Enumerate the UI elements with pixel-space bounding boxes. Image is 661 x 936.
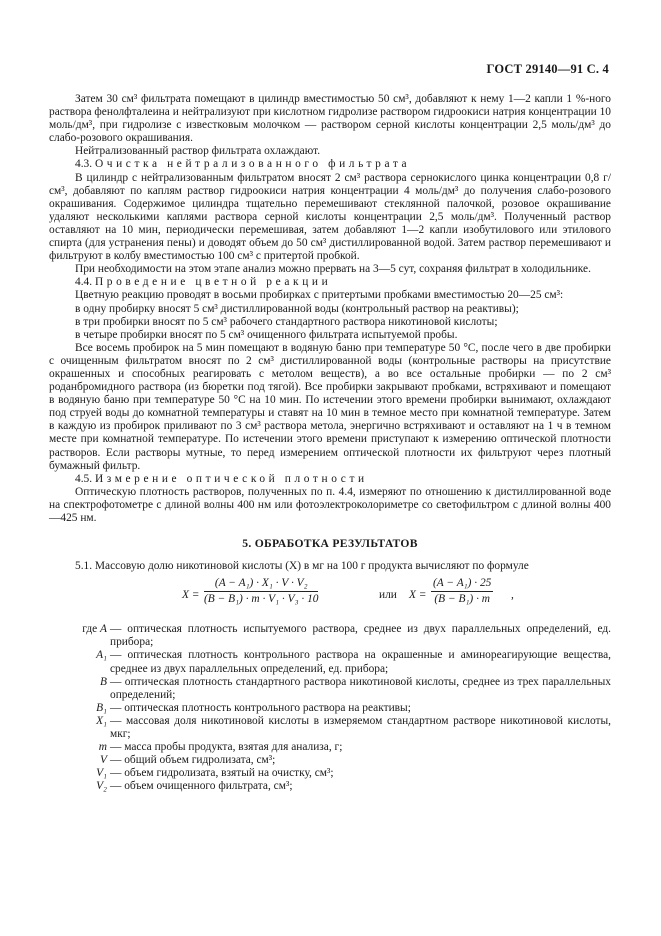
paragraph: Оптическую плотность растворов, полученных по п. 4.4, измеряют по отношению к дистиллированной воде на спектрофотометре с длиной волны 400 нм или фотоэлектроколориметре со светофильтром с длиной волны 400—425 нм.	[49, 485, 611, 524]
list-item: в одну пробирку вносят 5 см³ дистиллированной воды (контрольный раствор на реактивы);	[75, 302, 519, 315]
formula-or: или	[379, 589, 397, 602]
fraction-denominator: (B − B₁) · m	[434, 593, 490, 606]
formula-comma: ,	[511, 589, 514, 602]
formula	[49, 577, 611, 615]
fraction-numerator: (A − A₁) · 25	[431, 577, 493, 592]
subsection-title: Измерение оптической плотности	[94, 472, 368, 485]
definition-symbol: V	[100, 754, 107, 767]
definition-symbol: m	[98, 741, 107, 754]
subsection-title: Проведение цветной реакции	[94, 276, 332, 289]
document-body	[49, 93, 611, 794]
section-heading: 5. ОБРАБОТКА РЕЗУЛЬТАТОВ	[242, 537, 418, 551]
fraction-numerator: (A − A₁) · X₁ · V · V₂	[204, 577, 318, 592]
definition-prefix: где	[82, 623, 101, 636]
definition-item	[49, 780, 611, 793]
list-item: в четыре пробирки вносят по 5 см³ очищенного фильтрата испытуемой пробы.	[75, 328, 458, 341]
fraction	[431, 577, 493, 606]
definition-text: — объем очищенного фильтрата, см³;	[110, 780, 293, 793]
subsection-number: 4.3.	[75, 158, 93, 171]
definition-text: — общий объем гидролизата, см³;	[110, 754, 276, 767]
formula-lhs: X =	[182, 589, 200, 602]
definition-item	[49, 715, 611, 741]
paragraph: При необходимости на этом этапе анализ можно прервать на 3—5 сут, сохраняя фильтрат в холодильнике.	[75, 263, 591, 276]
subsection-number: 4.4.	[75, 276, 93, 289]
paragraph: Нейтрализованный раствор фильтрата охлаждают.	[75, 145, 321, 158]
definition-item	[49, 649, 611, 675]
definition-item	[49, 702, 611, 715]
definition-symbol: X₁	[96, 714, 107, 727]
subsection-heading-4-3	[49, 158, 611, 171]
subsection-title: Очистка нейтрализованного фильтрата	[94, 158, 411, 171]
definition-symbol: A	[100, 623, 107, 636]
subsection-number: 4.5.	[75, 472, 93, 485]
definition-text: — объем гидролизата, взятый на очистку, см³;	[110, 767, 334, 780]
definition-text: — оптическая плотность контрольного раствора на реактивы;	[110, 701, 411, 714]
definition-symbol: B₁	[96, 701, 107, 714]
list-item: в три пробирки вносят по 5 см³ рабочего стандартного раствора никотиновой кислоты;	[75, 315, 498, 328]
definition-item	[49, 741, 611, 754]
paragraph: 5.1. Массовую долю никотиновой кислоты (X) в мг на 100 г продукта вычисляют по формуле	[75, 560, 529, 573]
page-header: ГОСТ 29140—91 С. 4	[486, 62, 609, 76]
definition-symbol: V₁	[96, 767, 107, 780]
subsection-heading-4-4	[49, 276, 611, 289]
definition-item	[49, 767, 611, 780]
definition-item	[49, 754, 611, 767]
paragraph: В цилиндр с нейтрализованным фильтратом вносят 2 см³ раствора сернокислого цинка концентрации 0,8 г/см³, добавляют по каплям раствор гидроокиси натрия концентрации 4 моль/дм³ до получения слабо-розового окрашивания. Содержимое цилиндра тщательно перемешивают стеклянной палочкой, розовое окрашивание удаляют несколькими каплями раствора серной кислоты концентрации 2,5 моль/дм³. Полученный раствор оставляют на 10 мин, периодически перемешивая, затем добавляют 1—2 капли изобутилового или этилового спирта (для устранения пены) и доводят объем до 50 см³ дистиллированной водой. Затем раствор перемешивают и фильтруют в колбу вместимостью 100 см³ с притертой пробкой.	[49, 171, 611, 263]
definition-text: — оптическая плотность контрольного раствора на окрашенные и аминореагирующие вещества, среднее из двух параллельных определений, ед. прибора;	[110, 649, 611, 675]
definitions-list	[49, 623, 611, 793]
formula-lhs: X =	[409, 589, 427, 602]
definition-item	[49, 623, 611, 649]
definition-text: — оптическая плотность испытуемого раствора, среднее из двух параллельных определений, ед. прибора;	[110, 623, 611, 649]
paragraph: Затем 30 см³ фильтрата помещают в цилиндр вместимостью 50 см³, добавляют к нему 1—2 капли 1 %-ного раствора фенолфталеина и нейтрализуют при кислотном гидролизе раствором гидроокиси натрия концентрации 10 моль/дм³, при гидролизе с известковым молочком — раствором серной кислоты концентрации 2,5 моль/дм³ до слабо-розового окрашивания.	[49, 93, 611, 145]
fraction-denominator: (B − B₁) · m · V₁ · V₃ · 10	[204, 593, 319, 606]
paragraph: Все восемь пробирок на 5 мин помещают в водяную баню при температуре 50 °С, после чего в две пробирки с очищенным фильтратом вносят по 2 см³ дистиллированной воды (контрольные растворы на присутствие окрашенных и способных реагировать с метолом веществ), а во все остальные пробирки — по 2 см³ роданбромидного раствора (из бюретки под тягой). Все пробирки закрывают пробками, встряхивают и помещают в водяную баню при температуре 50 °С на 10 мин. По истечении этого времени пробирки вынимают, охлаждают под струей воды до комнатной температуры и ставят на 10 мин в темное место при комнатной температуре. Затем в каждую из пробирок приливают по 3 см³ раствора метола, энергично встряхивают и оставляют на 1 ч в темном месте при комнатной температуре. По истечении этого времени приступают к измерению оптической плотности растворов. Если растворы мутные, то перед измерением оптической плотности их фильтруют через плотный бумажный фильтр.	[49, 341, 611, 472]
definition-item	[49, 676, 611, 702]
definition-symbol: B	[100, 675, 107, 688]
definition-text: — оптическая плотность стандартного раствора никотиновой кислоты, среднее из трех параллельных определений;	[110, 675, 611, 701]
definition-text: — масса пробы продукта, взятая для анализа, г;	[110, 741, 343, 754]
definition-symbol: A₁	[96, 649, 107, 662]
subsection-heading-4-5	[49, 473, 611, 486]
definition-text: — массовая доля никотиновой кислоты в измеряемом стандартном растворе никотиновой кислоты, мкг;	[110, 714, 611, 741]
fraction	[204, 577, 318, 606]
paragraph: Цветную реакцию проводят в восьми пробирках с притертыми пробками вместимостью 20—25 см³:	[75, 289, 564, 302]
definition-symbol: V₂	[96, 780, 107, 793]
